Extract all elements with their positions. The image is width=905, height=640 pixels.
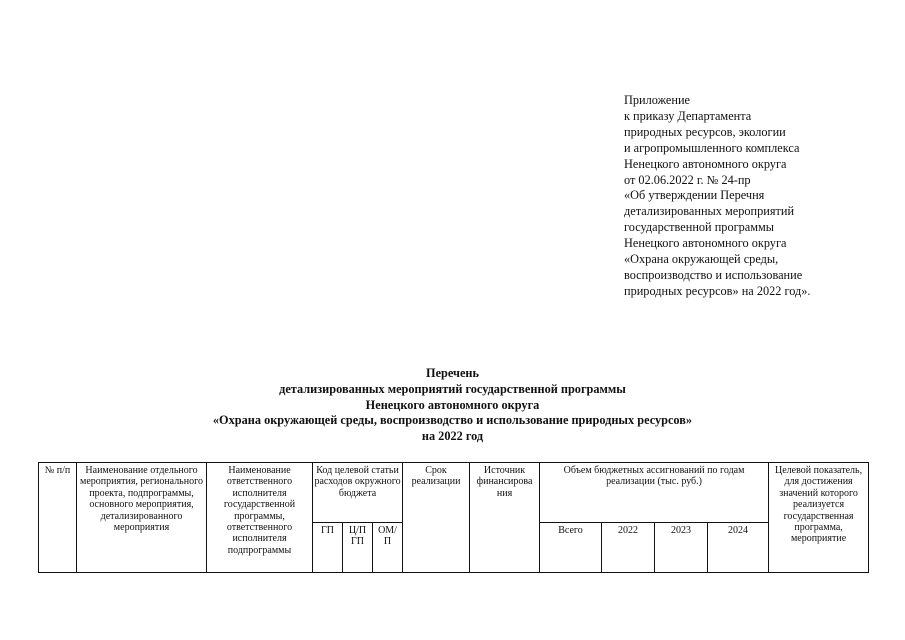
header-gp: ГП bbox=[313, 523, 343, 573]
activities-table bbox=[38, 462, 869, 573]
appendix-line: Ненецкого автономного округа bbox=[624, 156, 787, 171]
appendix-line: детализированных мероприятий bbox=[624, 204, 795, 219]
appendix-line: от 02.06.2022 г. № 24-пр bbox=[624, 172, 751, 187]
title-line: Ненецкого автономного округа bbox=[365, 397, 540, 412]
appendix-line: природных ресурсов, экологии bbox=[624, 124, 786, 139]
appendix-line: Ненецкого автономного округа bbox=[624, 236, 787, 251]
header-year-2024: 2024 bbox=[708, 523, 769, 573]
title-line: на 2022 год bbox=[421, 429, 484, 444]
appendix-line: «Об утверждении Перечня bbox=[624, 188, 765, 203]
header-year-2022: 2022 bbox=[602, 523, 655, 573]
header-executor: Наименование ответственного исполнителя государственной программы, ответственного исполнителя подпрограммы bbox=[207, 463, 313, 573]
appendix-line: и агропромышленного комплекса bbox=[624, 140, 800, 155]
appendix-line: «Охрана окружающей среды, bbox=[624, 252, 779, 267]
appendix-line: Приложение bbox=[624, 93, 690, 107]
header-total: Всего bbox=[540, 523, 602, 573]
header-om-p: ОМ/ П bbox=[373, 523, 403, 573]
header-budget-volume: Объем бюджетных ассигнований по годам реализации (тыс. руб.) bbox=[540, 463, 769, 523]
appendix-line: воспроизводство и использование bbox=[624, 267, 803, 282]
document-title bbox=[0, 366, 905, 445]
appendix-line: государственной программы bbox=[624, 220, 775, 235]
title-line: детализированных мероприятий государственной программы bbox=[279, 381, 626, 396]
header-activity-name: Наименование отдельного мероприятия, регионального проекта, подпрограммы, основного мероприятия, детализированного мероприятия bbox=[77, 463, 207, 573]
header-num: № п/п bbox=[39, 463, 77, 573]
appendix-block bbox=[624, 93, 894, 300]
title-line: Перечень bbox=[426, 366, 479, 380]
appendix-line: к приказу Департамента bbox=[624, 108, 752, 123]
header-cp-gp: Ц/П ГП bbox=[343, 523, 373, 573]
appendix-line: природных ресурсов» на 2022 год». bbox=[624, 283, 811, 298]
title-line: «Охрана окружающей среды, воспроизводство и использование природных ресурсов» bbox=[212, 413, 693, 428]
header-budget-code: Код целевой статьи расходов окружного бюджета bbox=[313, 463, 403, 523]
header-year-2023: 2023 bbox=[655, 523, 708, 573]
header-source: Источник финансирова ния bbox=[470, 463, 540, 573]
header-term: Срок реализации bbox=[403, 463, 470, 573]
header-target-indicator: Целевой показатель, для достижения значений которого реализуется государственная программа, мероприятие bbox=[769, 463, 869, 573]
